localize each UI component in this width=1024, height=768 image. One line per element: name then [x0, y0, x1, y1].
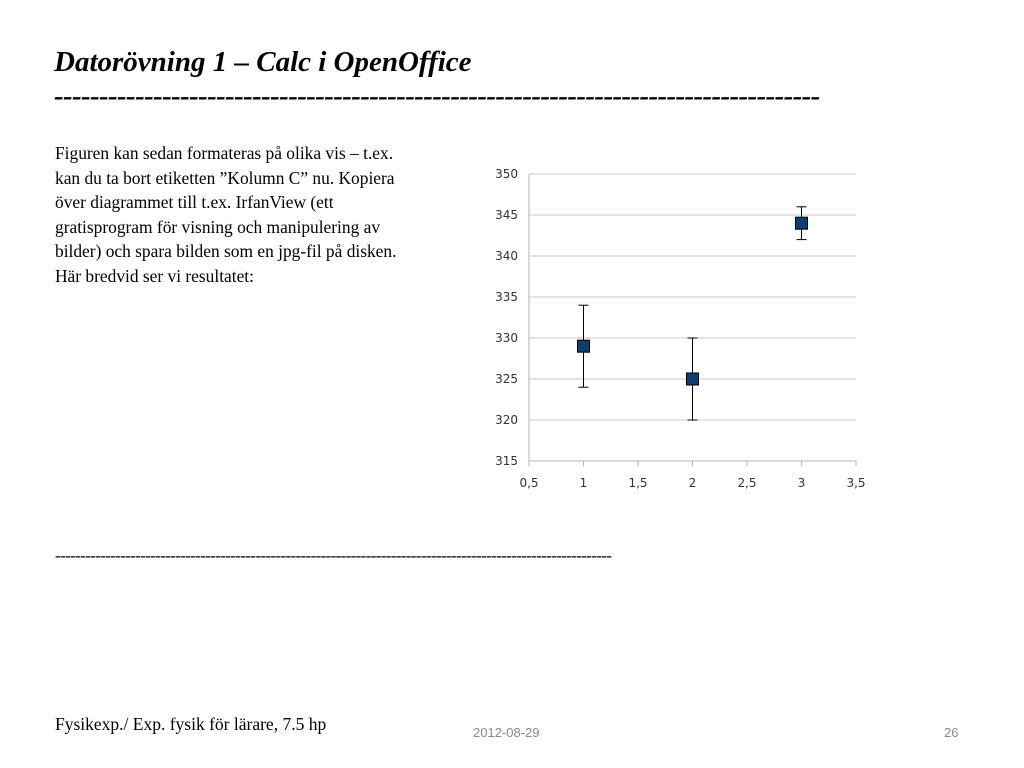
y-tick-label: 320 — [495, 413, 518, 427]
data-point-marker — [578, 340, 590, 352]
y-tick-label: 325 — [495, 372, 518, 386]
y-tick-label: 345 — [495, 208, 518, 222]
page-number: 26 — [944, 725, 959, 740]
body-text — [55, 141, 460, 288]
x-tick-label: 3 — [797, 476, 806, 490]
x-tick-label: 0,5 — [519, 476, 539, 490]
slide-title: Datorövning 1 – Calc i OpenOffice — [54, 46, 472, 78]
body-line: Figuren kan sedan formateras på olika vis – t.ex. — [55, 143, 394, 163]
body-line: över diagrammet till t.ex. IrfanView (ett — [55, 192, 334, 212]
bottom-divider: --------------------------------------------------------------------------------------------------------------- — [55, 546, 612, 565]
y-tick-label: 340 — [495, 249, 518, 263]
y-tick-label: 335 — [495, 290, 518, 304]
y-tick-label: 350 — [495, 167, 518, 181]
footer-date: 2012-08-29 — [473, 725, 540, 740]
x-tick-label: 2,5 — [737, 476, 757, 490]
body-line: kan du ta bort etiketten ”Kolumn C” nu. Kopiera — [55, 167, 395, 188]
x-tick-label: 3,5 — [846, 476, 866, 490]
title-divider: ------------------------------------------------------------------------------------- — [54, 80, 820, 112]
x-tick-label: 1,5 — [628, 476, 648, 490]
footer-course: Fysikexp./ Exp. fysik för lärare, 7.5 hp — [55, 714, 327, 734]
body-line: Här bredvid ser vi resultatet: — [55, 265, 254, 286]
x-tick-label: 2 — [688, 476, 697, 490]
y-tick-label: 315 — [495, 454, 518, 468]
x-tick-label: 1 — [579, 476, 588, 490]
data-point-marker — [687, 373, 699, 385]
body-line: gratisprogram för visning och manipulering av — [55, 216, 381, 237]
scatter-chart — [470, 160, 880, 495]
body-line: bilder) och spara bilden som en jpg-fil på disken. — [55, 241, 397, 261]
y-tick-label: 330 — [495, 331, 518, 345]
data-point-marker — [796, 217, 808, 229]
